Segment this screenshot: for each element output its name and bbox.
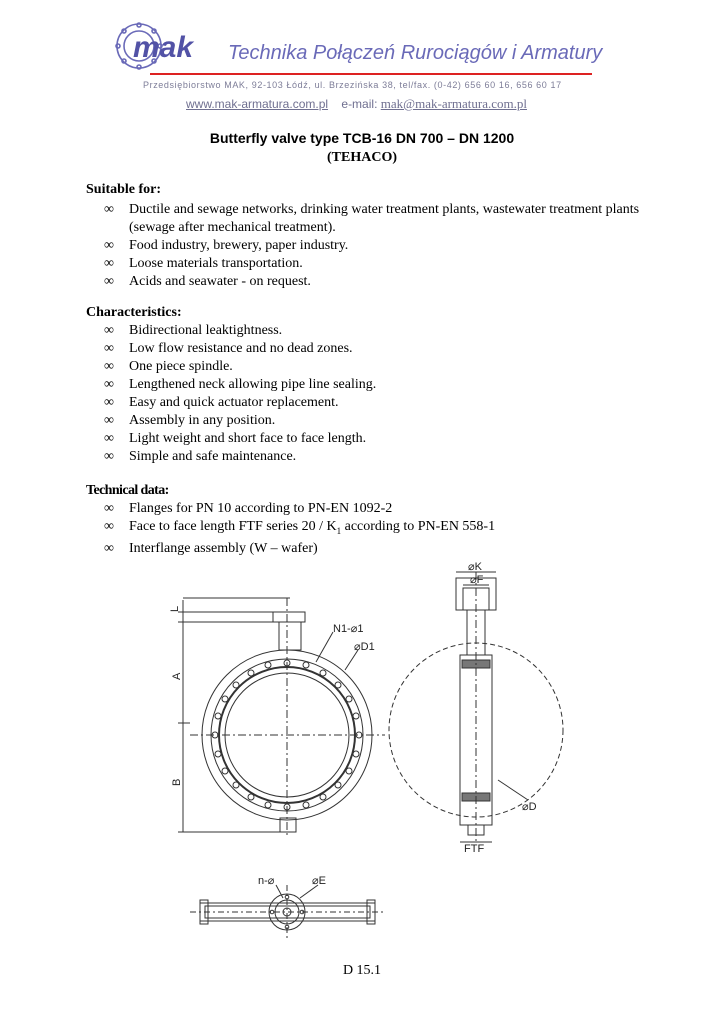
label-L: L bbox=[169, 605, 181, 612]
list-item: ∞ Interflange assembly (W – wafer) bbox=[104, 540, 318, 556]
list-item: ∞ Food industry, brewery, paper industry. bbox=[104, 238, 349, 253]
list-item: ∞ Flanges for PN 10 according to PN-EN 1092-2 bbox=[104, 501, 393, 516]
label-FTF: FTF bbox=[464, 843, 485, 855]
document-subtitle: (TEHACO) bbox=[327, 150, 397, 165]
page-code: D 15.1 bbox=[342, 963, 382, 978]
bullet-icon: ∞ bbox=[104, 202, 114, 217]
bullet-icon: ∞ bbox=[104, 359, 114, 374]
label-n: n-⌀ bbox=[258, 875, 275, 887]
bullet-icon: ∞ bbox=[104, 501, 114, 516]
label-F: ⌀F bbox=[470, 574, 484, 586]
company-address: Przedsiębiorstwo MAK, 92-103 Łódź, ul. Brzezińska 38, tel/fax. (0-42) 656 60 16, 656 60 17 bbox=[143, 80, 562, 90]
label-A: A bbox=[171, 672, 183, 680]
top-view bbox=[190, 885, 385, 940]
list-item: ∞ Assembly in any position. bbox=[104, 413, 276, 428]
bullet-icon: ∞ bbox=[104, 341, 114, 356]
list-item: ∞ Low flow resistance and no dead zones. bbox=[104, 341, 353, 356]
list-item: ∞ Bidirectional leaktightness. bbox=[104, 323, 283, 338]
bullet-icon: ∞ bbox=[104, 256, 114, 271]
list-item: ∞ Face to face length FTF series $20 / K_1$ according to PN-EN 558-1 bbox=[104, 519, 496, 536]
label-E: ⌀E bbox=[312, 875, 326, 887]
bullet-icon: ∞ bbox=[104, 449, 114, 464]
side-view bbox=[389, 572, 563, 842]
label-K: ⌀K bbox=[468, 561, 482, 573]
bullet-icon: ∞ bbox=[104, 413, 114, 428]
list-item: ∞ Lengthened neck allowing pipe line sealing. bbox=[104, 377, 377, 392]
characteristics-heading: Characteristics: bbox=[86, 305, 182, 320]
list-item: ∞ Simple and safe maintenance. bbox=[104, 449, 297, 464]
bullet-icon: ∞ bbox=[104, 238, 114, 253]
label-D: ⌀D bbox=[522, 801, 537, 813]
list-item: ∞ Light weight and short face to face length. bbox=[104, 431, 367, 446]
bullet-icon: ∞ bbox=[104, 377, 114, 392]
bullet-icon: ∞ bbox=[104, 519, 114, 534]
bullet-icon: ∞ bbox=[104, 323, 114, 338]
label-D1: ⌀D1 bbox=[354, 641, 375, 653]
list-item: ∞ One piece spindle. bbox=[104, 359, 233, 374]
label-N1: N1-⌀1 bbox=[333, 623, 364, 635]
bullet-icon: ∞ bbox=[104, 395, 114, 410]
bullet-icon: ∞ bbox=[104, 431, 114, 446]
bullet-icon: ∞ bbox=[104, 274, 114, 289]
document-title: Butterfly valve type TCB-16 DN 700 – DN 1200 bbox=[209, 130, 515, 146]
list-item: ∞ Ductile and sewage networks, drinking water treatment plants, wastewater treatment plants (sewage after mechanical treatment). bbox=[104, 202, 640, 235]
technical-heading: Technical data: bbox=[86, 483, 169, 498]
email-label: e-mail: bbox=[341, 97, 378, 111]
logo-text: mak bbox=[133, 31, 194, 64]
company-name: Technika Połączeń Rurociągów i Armatury bbox=[228, 42, 603, 64]
label-B: B bbox=[171, 778, 183, 786]
bullet-icon: ∞ bbox=[104, 540, 114, 556]
list-item: ∞ Easy and quick actuator replacement. bbox=[104, 395, 339, 410]
suitable-heading: Suitable for: bbox=[86, 182, 162, 197]
email-link[interactable]: mak@mak-armatura.com.pl bbox=[380, 96, 527, 111]
website-link[interactable]: www.mak-armatura.com.pl bbox=[186, 97, 329, 111]
list-item: ∞ Loose materials transportation. bbox=[104, 256, 303, 271]
list-item: ∞ Acids and seawater - on request. bbox=[104, 274, 311, 289]
